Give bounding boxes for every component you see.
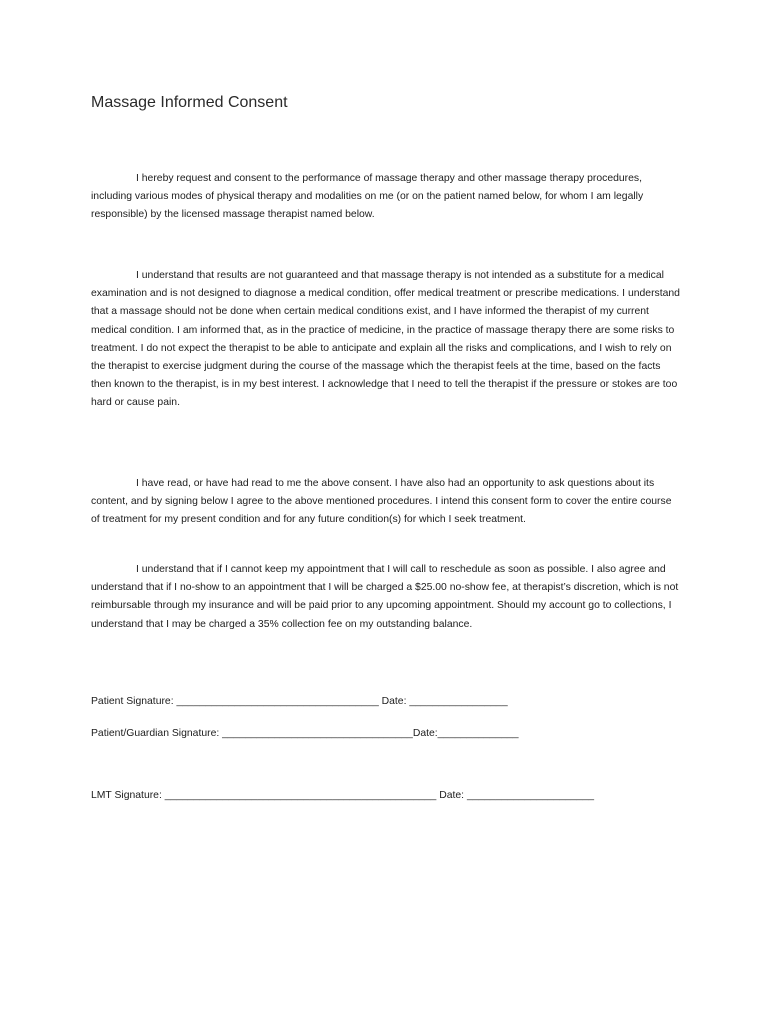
guardian-signature-line: Patient/Guardian Signature: _________________________________Date:______________ — [91, 728, 519, 739]
consent-paragraph-risks: I understand that results are not guaranteed and that massage therapy is not intended as a substitute for a medical examination and is not designed to diagnose a medical condition, offer medical treatment or prescribe medications. I understand that a massage should not be done when certain medical conditions exist, and I have informed the therapist of my current medical condition. I am informed that, as in the practice of medicine, in the practice of massage therapy there are some risks to treatment. I do not expect the therapist to be able to anticipate and explain all the risks and complications, and I wish to rely on the therapist to exercise judgment during the course of the massage which the therapist feels at the time, based on the facts then known to the therapist, is in my best interest. I acknowledge that I need to tell the therapist if the pressure or stokes are too hard or cause pain. — [91, 270, 680, 409]
consent-paragraph-request: I hereby request and consent to the performance of massage therapy and other massage therapy procedures, including various modes of physical therapy and modalities on me (or on the patient named below, for whom I am legally responsible) by the licensed massage therapist named below. — [91, 173, 644, 221]
consent-paragraph-cancellation-policy: I understand that if I cannot keep my appointment that I will call to reschedule as soon as possible. I also agree and understand that if I no-show to an appointment that I will be charged a $25.00 no-show fee, at therapist’s discretion, which is not reimbursable through my insurance and will be paid prior to any upcoming appointment. Should my account go to collections, I understand that I may be charged a 35% collection fee on my outstanding balance. — [91, 564, 679, 630]
lmt-signature-line: LMT Signature: _______________________________________________ Date: ______________________ — [91, 790, 595, 801]
patient-signature-line: Patient Signature: ___________________________________ Date: _________________ — [91, 696, 508, 707]
document-title: Massage Informed Consent — [91, 94, 288, 111]
consent-paragraph-acknowledgement: I have read, or have had read to me the above consent. I have also had an opportunity to ask questions about its content, and by signing below I agree to the above mentioned procedures. I intend this consent form to cover the entire course of treatment for my present condition and for any future condition(s) for which I seek treatment. — [91, 478, 672, 526]
